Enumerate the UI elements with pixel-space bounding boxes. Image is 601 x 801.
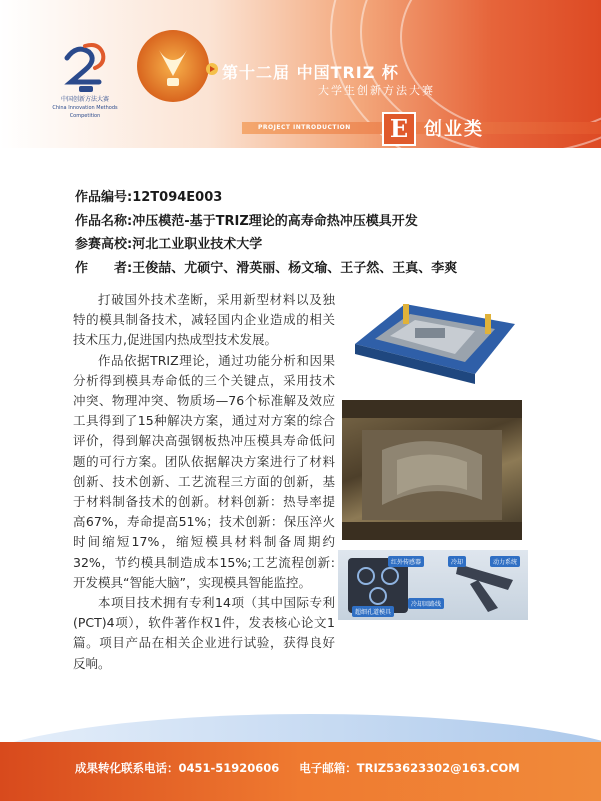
authors-value: 王俊喆、尤硕宁、滑英丽、杨文瑜、王子然、王真、李爽 bbox=[132, 260, 458, 276]
diagram-tag: 冷却回路线 bbox=[408, 598, 444, 609]
phone-value: 0451-51920606 bbox=[178, 761, 280, 775]
contest-title: 第十二届 中国TRIZ 杯 bbox=[222, 63, 399, 82]
category-name: 创业类 bbox=[424, 119, 484, 140]
project-name-row bbox=[75, 210, 545, 234]
page-footer bbox=[0, 700, 601, 801]
page-header bbox=[0, 0, 601, 148]
email-value: TRIZ53623302@163.COM bbox=[356, 761, 520, 775]
project-id-row bbox=[75, 186, 545, 210]
project-intro-label: PROJECT INTRODUCTION bbox=[258, 124, 351, 131]
title-bullet-icon bbox=[206, 63, 218, 75]
school-label: 参赛高校: bbox=[75, 237, 133, 252]
authors-row bbox=[75, 257, 545, 281]
trophy-icon bbox=[137, 30, 209, 102]
description-paragraph-2: 作品依据TRIZ理论，通过功能分析和因果分析得到模具寿命低的三个关键点，采用技术冲突、物理冲突、物质场—76个标准解及效应工具得到了15种解决方案，通过对方案的综合评价，得到解决高强钢板热冲压模具寿命低问题的可行方案。团队依据解决方案进行了材料创新、技术创新、工艺流程三方面的创新，基于材料制备技术的创新。材料创新：热导率提高67%，寿命提高51%；技术创新：保压淬火时间缩短17%，缩短模具材料制备周期约32%，节约模具制造成本15%;工艺流程创新:开发模具“智能大脑”，实现模具智能监控。 bbox=[73, 352, 335, 590]
project-description bbox=[73, 290, 335, 674]
school-value: 河北工业职业技术大学 bbox=[132, 237, 263, 252]
category-letter: E bbox=[382, 112, 416, 146]
diagram-tag: 超细孔道模具 bbox=[352, 606, 394, 617]
contact-info bbox=[75, 760, 520, 776]
contest-subtitle: 大学生创新方法大赛 bbox=[318, 84, 435, 97]
description-paragraph-3: 本项目技术拥有专利14项（其中国际专利(PCT)4项），软件著作权1件，发表核心论文1篇。项目产品在相关企业进行试验，获得良好反响。 bbox=[73, 595, 335, 671]
mold-workshop-photo bbox=[342, 400, 522, 540]
email-label: 电子邮箱： bbox=[299, 761, 357, 775]
school-row bbox=[75, 233, 545, 257]
mold-product-image bbox=[345, 284, 520, 392]
logo-caption: 中国创新方法大赛 China Innovation Methods Competition bbox=[52, 96, 118, 119]
project-id-value: 12T094E003 bbox=[132, 190, 223, 205]
project-name-value: 冲压模范-基于TRIZ理论的高寿命热冲压模具开发 bbox=[132, 213, 418, 229]
diagram-tag: 动力系统 bbox=[490, 556, 520, 567]
project-name-label: 作品名称: bbox=[75, 213, 133, 229]
phone-label: 成果转化联系电话： bbox=[75, 761, 179, 775]
mold-diagram-image bbox=[338, 550, 528, 620]
diagram-tag: 红外传感器 bbox=[388, 556, 424, 567]
project-id-label: 作品编号: bbox=[75, 190, 133, 205]
diagram-tag: 冷却 bbox=[448, 556, 466, 567]
description-paragraph-1: 打破国外技术垄断，采用新型材料以及独特的模具制备技术，减轻国内企业造成的相关技术压力,促进国内热成型技术发展。 bbox=[73, 292, 335, 348]
authors-label: 作 者: bbox=[75, 260, 133, 276]
project-info bbox=[75, 186, 545, 280]
